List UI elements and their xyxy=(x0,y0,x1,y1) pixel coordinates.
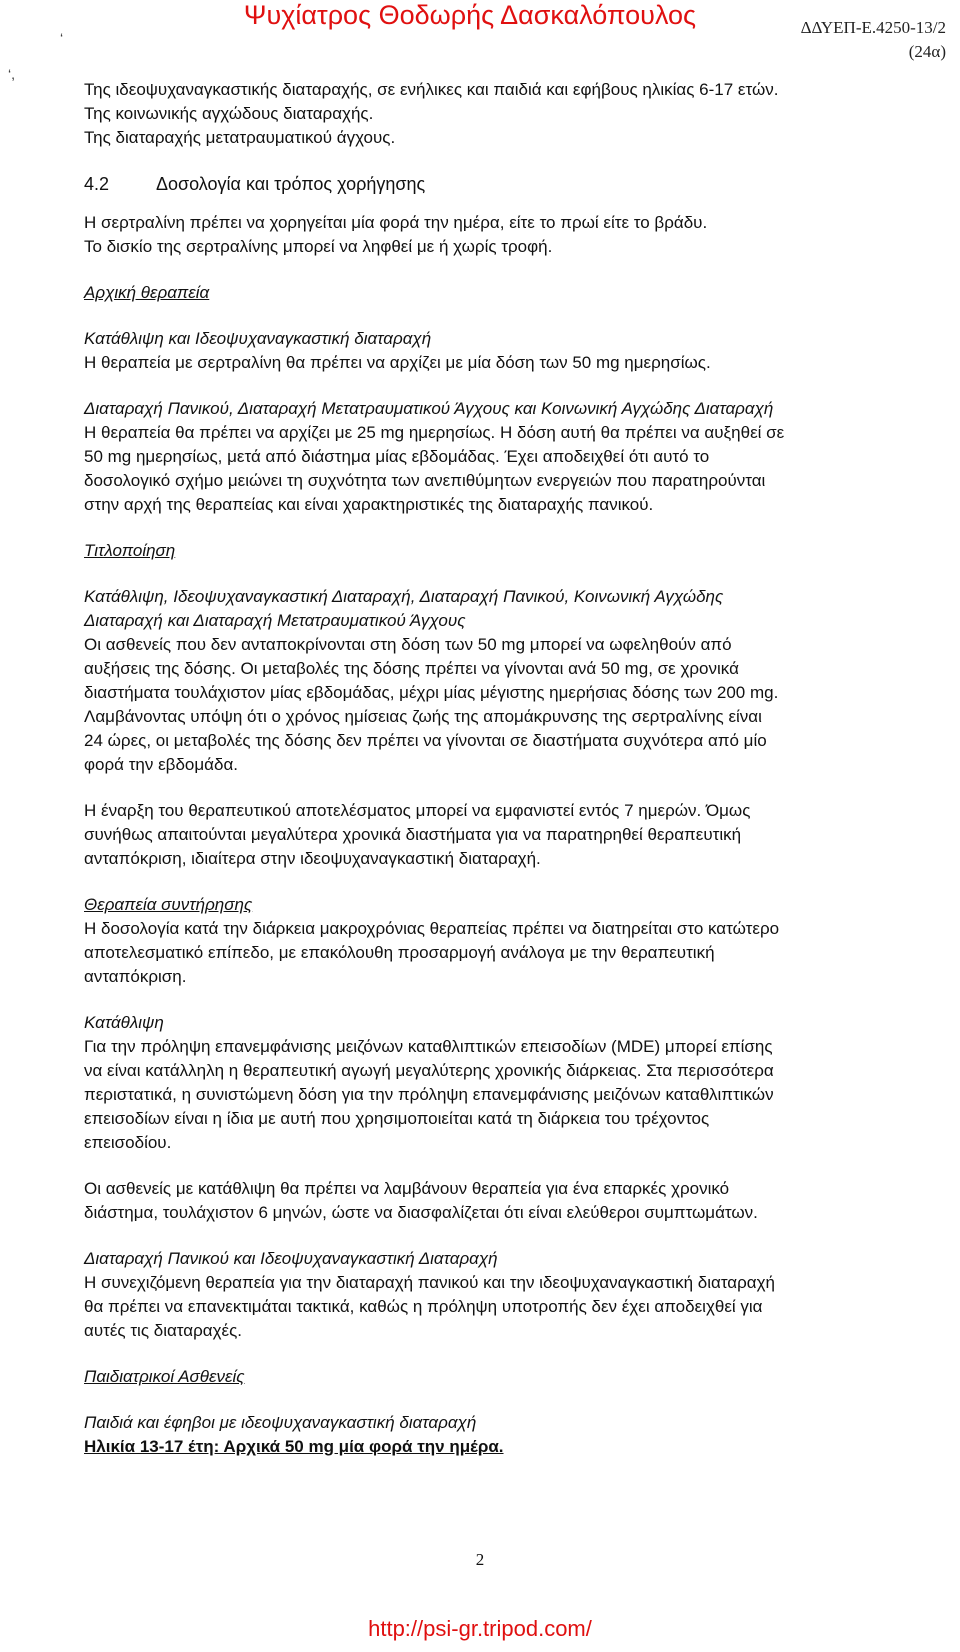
scan-mark: ‘, xyxy=(8,66,15,82)
paragraph-line: Η συνεχιζόμενη θεραπεία για την διαταραχή πανικού και την ιδεοψυχαναγκαστική διαταραχή xyxy=(84,1273,776,1292)
subsection-title: Διαταραχή Πανικού, Διαταραχή Μετατραυματικού Άγχους και Κοινωνική Αγχώδης Διαταραχή xyxy=(84,399,774,418)
paragraph-line: συνήθως απαιτούνται μεγαλύτερα χρονικά διαστήματα για να παρατηρηθεί θεραπευτική xyxy=(84,825,742,844)
paragraph-line: Το δισκίο της σερτραλίνης μπορεί να ληφθεί με ή χωρίς τροφή. xyxy=(84,237,553,256)
page-number: 2 xyxy=(475,1550,485,1569)
subheading-panic-ocd: Διαταραχή Πανικού και Ιδεοψυχαναγκαστική Διαταραχή xyxy=(84,1249,498,1268)
document-reference-subcode: (24α) xyxy=(908,42,946,61)
paragraph-line: δοσολογικό σχήμο μειώνει τη συχνότητα των ανεπιθύμητων ενεργειών που παρατηρούνται xyxy=(84,471,766,490)
subsection-title: Κατάθλιψη, Ιδεοψυχαναγκαστική Διαταραχή, Διαταραχή Πανικού, Κοινωνική Αγχώδης xyxy=(84,587,724,606)
paragraph-line: 24 ώρες, οι μεταβολές της δόσης δεν πρέπει να γίνονται σε διαστήματα συχνότερα από μίο xyxy=(84,731,767,750)
subheading-maintenance: Θεραπεία συντήρησης xyxy=(84,895,253,914)
subheading-depression: Κατάθλιψη xyxy=(84,1013,164,1032)
paragraph-line: φορά την εβδομάδα. xyxy=(84,755,239,774)
scan-mark: ‘ xyxy=(60,30,64,46)
paragraph-line: διαστήματα τουλάχιστον μίας εβδομάδας, μέχρι μίας μέγιστης ημερήσιας δόσης των 200 mg. xyxy=(84,683,779,702)
paragraph-line: Λαμβάνοντας υπόψη ότι ο χρόνος ημίσειας ζωής της απομάκρυνσης της σερτραλίνης είναι xyxy=(84,707,762,726)
paragraph-line: αυτές τις διαταραχές. xyxy=(84,1321,243,1340)
subsection-title: Κατάθλιψη και Ιδεοψυχαναγκαστική διαταραχή xyxy=(84,329,432,348)
document-reference xyxy=(801,16,946,64)
subheading-pediatric: Παιδιατρικοί Ασθενείς xyxy=(84,1367,245,1386)
paragraph-line: Η δοσολογία κατά την διάρκεια μακροχρόνιας θεραπείας πρέπει να διατηρείται στο κατώτερο xyxy=(84,919,780,938)
paragraph-line: αυξήσεις της δόσης. Οι μεταβολές της δόσης πρέπει να γίνονται ανά 50 mg, σε χρονικά xyxy=(84,659,739,678)
subsection-title: Διαταραχή και Διαταραχή Μετατραυματικού Άγχους xyxy=(84,611,466,630)
paragraph-line: στην αρχή της θεραπείας και είναι χαρακτηριστικές της διαταραχής πανικού. xyxy=(84,495,654,514)
paragraph-line: Η θεραπεία με σερτραλίνη θα πρέπει να αρχίζει με μία δόση των 50 mg ημερησίως. xyxy=(84,353,711,372)
paragraph-line: Η σερτραλίνη πρέπει να χορηγείται μία φορά την ημέρα, είτε το πρωί είτε το βράδυ. xyxy=(84,213,708,232)
paragraph-line: να είναι κατάλληλη η θεραπευτική αγωγή μεγαλύτερης χρονικής διάρκειας. Στα περισσότερα xyxy=(84,1061,774,1080)
paragraph-line: 50 mg ημερησίως, μετά από διάστημα μίας εβδομάδας. Έχει αποδειχθεί ότι αυτό το xyxy=(84,447,710,466)
section-title: Δοσολογία και τρόπος χορήγησης xyxy=(156,174,426,194)
paragraph-line: Για την πρόληψη επανεμφάνισης μειζόνων καταθλιπτικών επεισοδίων (MDE) μπορεί επίσης xyxy=(84,1037,773,1056)
subheading-titration: Τιτλοποίηση xyxy=(84,541,176,560)
paragraph-line: θα πρέπει να επανεκτιμάται τακτικά, καθώς η πρόληψη υποτροπής δεν έχει αποδειχθεί για xyxy=(84,1297,763,1316)
paragraph-line: ανταπόκριση. xyxy=(84,967,187,986)
document-body xyxy=(84,78,920,1459)
subsection-title: Παιδιά και έφηβοι με ιδεοψυχαναγκαστική διαταραχή xyxy=(84,1413,477,1432)
page-header-title: Ψυχίατρος Θοδωρής Δασκαλόπουλος xyxy=(243,0,697,30)
footer-url-link[interactable]: http://psi-gr.tripod.com/ xyxy=(368,1616,592,1641)
paragraph-line: Οι ασθενείς που δεν ανταποκρίνονται στη δόση των 50 mg μπορεί να ωφεληθούν από xyxy=(84,635,732,654)
pediatric-dose-line: Ηλικία 13-17 έτη: Αρχικά 50 mg μία φορά την ημέρα. xyxy=(84,1437,504,1456)
paragraph-line: επεισοδίου. xyxy=(84,1133,172,1152)
paragraph-line: διάστημα, τουλάχιστον 6 μηνών, ώστε να διασφαλίζεται ότι είναι ελεύθεροι συμπτωμάτων. xyxy=(84,1203,758,1222)
section-heading xyxy=(84,172,920,196)
paragraph-line: περιστατικά, η συνιστώμενη δόση για την πρόληψη επανεμφάνισης μειζόνων καταθλιπτικών xyxy=(84,1085,774,1104)
document-reference-code: ΔΔΥΕΠ-Ε.4250-13/2 xyxy=(800,18,946,37)
paragraph-line: Η έναρξη του θεραπευτικού αποτελέσματος μπορεί να εμφανιστεί εντός 7 ημερών. Όμως xyxy=(84,801,751,820)
section-number: 4.2 xyxy=(84,174,110,194)
intro-line: Της ιδεοψυχαναγκαστικής διαταραχής, σε ενήλικες και παιδιά και εφήβους ηλικίας 6-17 ετών. xyxy=(84,80,779,99)
intro-line: Της κοινωνικής αγχώδους διαταραχής. xyxy=(84,104,374,123)
paragraph-line: επεισοδίων είναι η ίδια με αυτή που χρησιμοποιείται κατά τη διάρκεια του τρέχοντος xyxy=(84,1109,710,1128)
intro-line: Της διαταραχής μετατραυματικού άγχους. xyxy=(84,128,396,147)
paragraph-line: αποτελεσματικό επίπεδο, με επακόλουθη προσαρμογή ανάλογα με την θεραπευτική xyxy=(84,943,715,962)
paragraph-line: Η θεραπεία θα πρέπει να αρχίζει με 25 mg ημερησίως. Η δόση αυτή θα πρέπει να αυξηθεί σε xyxy=(84,423,785,442)
paragraph-line: ανταπόκριση, ιδιαίτερα στην ιδεοψυχαναγκαστική διαταραχή. xyxy=(84,849,541,868)
subheading-initial-therapy: Αρχική θεραπεία xyxy=(84,283,210,302)
paragraph-line: Οι ασθενείς με κατάθλιψη θα πρέπει να λαμβάνουν θεραπεία για ένα επαρκές χρονικό xyxy=(84,1179,730,1198)
